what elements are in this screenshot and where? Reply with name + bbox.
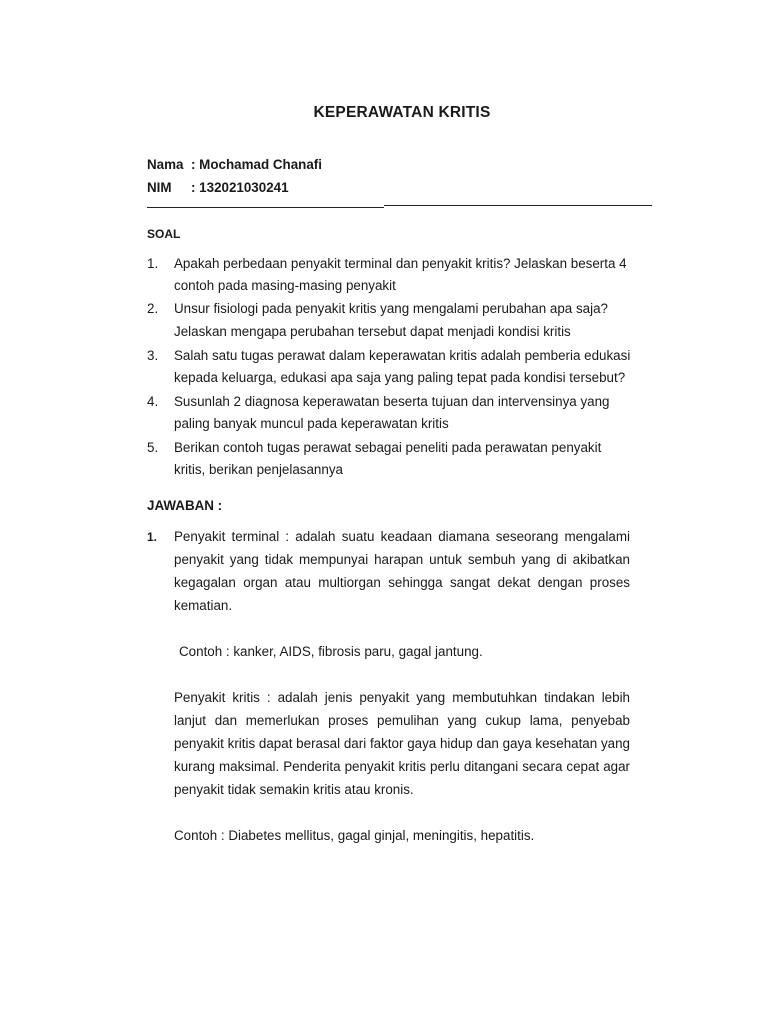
jawaban-heading: JAWABAN :	[147, 498, 223, 513]
soal-heading: SOAL	[147, 227, 181, 241]
question-1-line-1: Apakah perbedaan penyakit terminal dan penyakit kritis? Jelaskan beserta 4	[174, 256, 627, 271]
terminal-definition-line-3: kegagalan organ atau multiorgan sehingga sangat dekat dengan proses	[174, 575, 630, 590]
question-2-line-1: Unsur fisiologi pada penyakit kritis yang mengalami perubahan apa saja?	[174, 301, 608, 316]
name-value: : Mochamad Chanafi	[191, 157, 322, 172]
kritis-definition-line-4: kurang maksimal. Penderita penyakit kritis perlu ditangani secara cepat agar	[174, 759, 630, 774]
nim-value: : 132021030241	[191, 180, 289, 195]
question-4-line-2: paling banyak muncul pada keperawatan kritis	[174, 416, 449, 431]
document-title: KEPERAWATAN KRITIS	[313, 104, 491, 121]
question-1-number: 1.	[147, 256, 159, 271]
terminal-example: Contoh : kanker, AIDS, fibrosis paru, gagal jantung.	[179, 644, 483, 659]
question-2-line-2: Jelaskan mengapa perubahan tersebut dapat menjadi kondisi kritis	[174, 324, 571, 339]
nim-label: NIM	[147, 180, 172, 195]
kritis-definition-line-2: lanjut dan memerlukan proses pemulihan yang cukup lama, penyebab	[174, 713, 630, 728]
question-3-line-1: Salah satu tugas perawat dalam keperawatan kritis adalah pemberia edukasi	[174, 348, 631, 363]
question-4-number: 4.	[147, 394, 159, 409]
divider-left	[147, 207, 384, 208]
kritis-definition-line-5: penyakit tidak semakin kritis atau kronis.	[174, 782, 414, 797]
divider-right	[384, 205, 652, 206]
question-2-number: 2.	[147, 301, 159, 316]
name-label: Nama	[147, 157, 184, 172]
question-5-line-1: Berikan contoh tugas perawat sebagai peneliti pada perawatan penyakit	[174, 440, 602, 455]
kritis-definition-line-1: Penyakit kritis : adalah jenis penyakit yang membutuhkan tindakan lebih	[174, 690, 630, 705]
terminal-definition-line-4: kematian.	[174, 598, 233, 613]
terminal-definition-line-1: Penyakit terminal : adalah suatu keadaan diamana seseorang mengalami	[174, 529, 630, 544]
question-5-number: 5.	[147, 440, 159, 455]
question-5-line-2: kritis, berikan penjelasannya	[174, 462, 343, 477]
question-4-line-1: Susunlah 2 diagnosa keperawatan beserta tujuan dan intervensinya yang	[174, 394, 610, 409]
answer-1-number: 1.	[147, 530, 158, 544]
question-3-number: 3.	[147, 348, 159, 363]
question-3-line-2: kepada keluarga, edukasi apa saja yang paling tepat pada kondisi tersebut?	[174, 370, 626, 385]
terminal-definition-line-2: penyakit yang tidak mempunyai harapan untuk sembuh yang di akibatkan	[174, 552, 630, 567]
kritis-example: Contoh : Diabetes mellitus, gagal ginjal, meningitis, hepatitis.	[174, 828, 535, 843]
question-1-line-2: contoh pada masing-masing penyakit	[174, 278, 396, 293]
kritis-definition-line-3: penyakit kritis dapat berasal dari faktor gaya hidup dan gaya kesehatan yang	[174, 736, 630, 751]
